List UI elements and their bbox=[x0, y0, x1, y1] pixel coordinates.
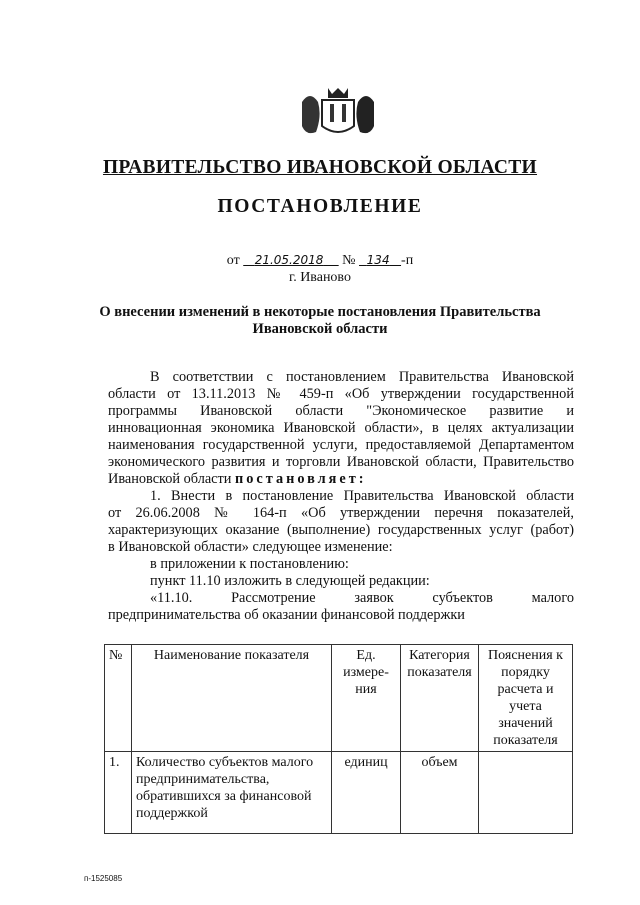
cell-notes bbox=[479, 752, 573, 834]
table-row bbox=[105, 752, 573, 834]
city: г. Иваново bbox=[289, 270, 351, 285]
body-line: программы Ивановской области "Экономическое развитие и bbox=[108, 403, 574, 419]
body-line: наименования государственной услуги, предоставляемой Департаментом bbox=[108, 437, 574, 453]
body-line: экономического развития и торговли Ивановской области, Правительство bbox=[108, 454, 574, 470]
body-text: Ивановской области bbox=[108, 471, 232, 487]
date-number-line bbox=[0, 253, 640, 269]
number-label: № bbox=[342, 253, 356, 268]
body-line: предпринимательства об оказании финансовой поддержки bbox=[108, 607, 465, 623]
table-header-row bbox=[105, 645, 573, 752]
indicators-table bbox=[104, 644, 573, 834]
body-line: 1. Внести в постановление Правительства Ивановской области bbox=[150, 488, 574, 504]
document-title-line-2: Ивановской области bbox=[252, 321, 388, 337]
footer-code: п-1525085 bbox=[84, 874, 123, 883]
document-date: 21.05.2018 bbox=[254, 253, 324, 267]
government-name: ПРАВИТЕЛЬСТВО ИВАНОВСКОЙ ОБЛАСТИ bbox=[102, 157, 538, 178]
body-line: инновационная экономика Ивановской области», в целях актуализации bbox=[108, 420, 574, 436]
body-line: от 26.06.2008 № 164-п «Об утверждении перечня показателей, bbox=[108, 505, 574, 521]
body-line: В соответствии с постановлением Правительства Ивановской bbox=[150, 369, 574, 385]
header-cell: Ед. измере-ния bbox=[332, 645, 401, 752]
body-line: области от 13.11.2013 № 459-п «Об утверждении государственной bbox=[108, 386, 574, 402]
cell-category: объем bbox=[401, 752, 479, 834]
cell-name: Количество субъектов малого предпринимательства, обратившихся за финансовой поддержкой bbox=[132, 752, 332, 834]
document-number: 134 bbox=[366, 253, 390, 267]
coat-of-arms-emblem bbox=[298, 84, 378, 140]
header-cell: Категория показателя bbox=[401, 645, 479, 752]
cell-unit: единиц bbox=[332, 752, 401, 834]
header-cell: Наименование показателя bbox=[132, 645, 332, 752]
body-line: в Ивановской области» следующее изменение: bbox=[108, 539, 393, 555]
body-line bbox=[108, 471, 574, 488]
header-cell: Пояснения к порядку расчета и учета значений показателя bbox=[479, 645, 573, 752]
body-line: пункт 11.10 изложить в следующей редакции: bbox=[150, 573, 430, 589]
header-cell: № bbox=[105, 645, 132, 752]
resolves-word: постановляет: bbox=[235, 471, 367, 487]
body-line: в приложении к постановлению: bbox=[150, 556, 349, 572]
body-line: характеризующих оказание (выполнение) государственных услуг (работ) bbox=[108, 522, 574, 538]
from-label: от bbox=[226, 253, 240, 268]
cell-number: 1. bbox=[105, 752, 132, 834]
number-suffix: -п bbox=[401, 253, 414, 268]
document-type: ПОСТАНОВЛЕНИЕ bbox=[217, 196, 423, 217]
document-title-line-1: О внесении изменений в некоторые постановления Правительства bbox=[99, 304, 541, 320]
body-line: «11.10. Рассмотрение заявок субъектов малого bbox=[150, 590, 574, 606]
